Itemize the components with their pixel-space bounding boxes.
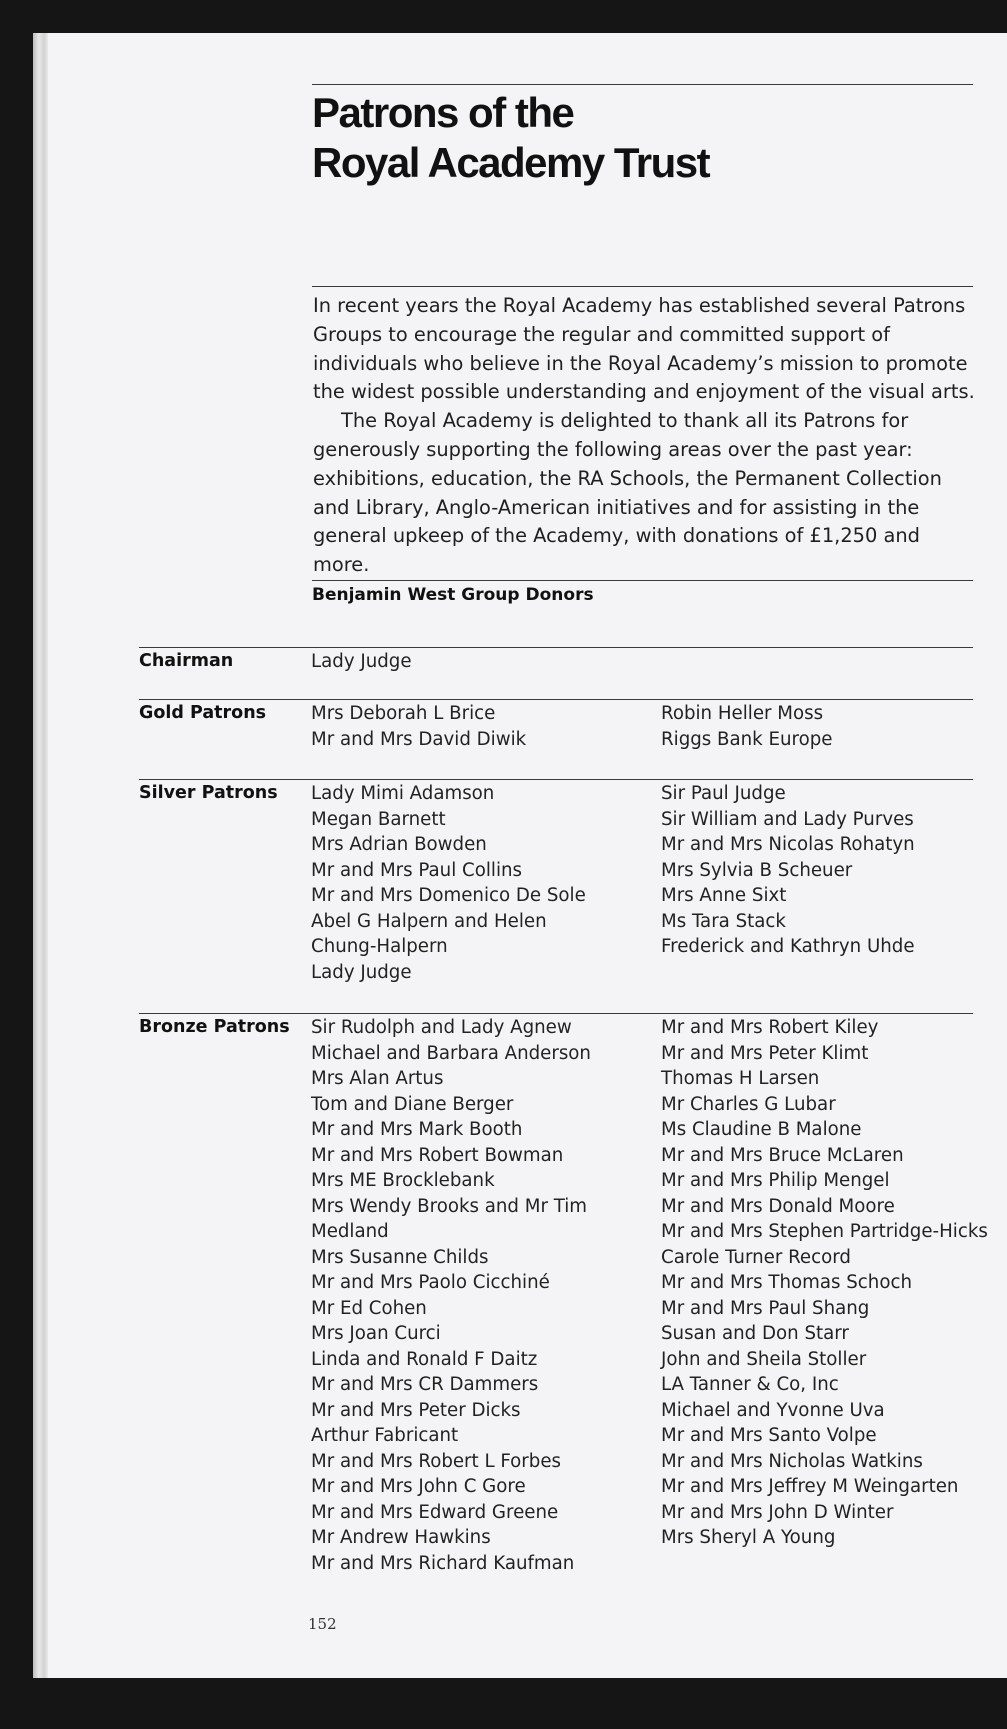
patron-name: Frederick and Kathryn Uhde bbox=[661, 936, 915, 957]
patron-name: Linda and Ronald F Daitz bbox=[311, 1348, 538, 1370]
patron-name: Mrs Adrian Bowden bbox=[311, 834, 487, 855]
bronze-rule bbox=[139, 1013, 973, 1014]
patron-name: Mr and Mrs Bruce McLaren bbox=[661, 1144, 904, 1166]
patron-name: Mr and Mrs Paul Collins bbox=[311, 859, 523, 881]
patron-name: Mr and Mrs John C Gore bbox=[311, 1476, 526, 1497]
title-top-rule bbox=[312, 84, 973, 85]
patron-name: Sir Rudolph and Lady Agnew bbox=[311, 1017, 572, 1038]
patron-name: Mr and Mrs Stephen Partridge-Hicks bbox=[661, 1221, 988, 1242]
patron-name: Lady Judge bbox=[311, 961, 412, 983]
patron-name: Michael and Yvonne Uva bbox=[661, 1399, 885, 1421]
patron-name: Mr and Mrs Nicolas Rohatyn bbox=[661, 834, 915, 855]
patron-name: Sir William and Lady Purves bbox=[661, 808, 914, 830]
intro-paragraph-2: The Royal Academy is delighted to thank all its Patrons for generously supporting the following areas over the past year: exhibitions, education, the RA Schools, the Permanent Collection and Library, Anglo-American initiatives and for assisting in the general upkeep of the Academy, with donations of £1,250 and more. bbox=[313, 409, 942, 577]
patron-name: Mr and Mrs Edward Greene bbox=[311, 1501, 559, 1523]
bronze-patrons-list-1 bbox=[311, 1015, 591, 1576]
title-line-1: Patrons of the bbox=[312, 89, 574, 136]
patron-name: Mr and Mrs Philip Mengel bbox=[661, 1170, 890, 1191]
patron-name: Mr and Mrs David Diwik bbox=[311, 728, 527, 750]
patron-name: Mr and Mrs Nicholas Watkins bbox=[661, 1450, 923, 1472]
patron-name: Mr and Mrs John D Winter bbox=[661, 1501, 894, 1523]
intro-top-rule bbox=[312, 286, 973, 287]
patron-name: Mr and Mrs Donald Moore bbox=[661, 1195, 895, 1217]
gold-rule bbox=[139, 699, 973, 700]
silver-patrons-list-2 bbox=[661, 781, 915, 960]
patron-name: Mrs Deborah L Brice bbox=[311, 703, 496, 724]
patron-name: Abel G Halpern and Helen bbox=[311, 910, 547, 932]
patron-name: Tom and Diane Berger bbox=[311, 1093, 514, 1115]
patron-name: Mr Charles G Lubar bbox=[661, 1093, 836, 1115]
patron-name: Mr and Mrs Santo Volpe bbox=[661, 1425, 877, 1446]
title-line-2: Royal Academy Trust bbox=[312, 139, 710, 186]
patron-name: Mr Ed Cohen bbox=[311, 1297, 427, 1319]
patron-name: Mr Andrew Hawkins bbox=[311, 1527, 491, 1548]
patron-name: Carole Turner Record bbox=[661, 1246, 851, 1268]
patron-name: Mr and Mrs Thomas Schoch bbox=[661, 1272, 912, 1293]
patron-name: Mrs Sheryl A Young bbox=[661, 1527, 836, 1548]
patron-name: LA Tanner & Co, Inc bbox=[661, 1374, 839, 1395]
patron-name: Mrs Anne Sixt bbox=[661, 885, 787, 906]
chairman-rule bbox=[139, 647, 973, 648]
gold-patrons-list-1 bbox=[311, 701, 526, 752]
patron-name: Mrs Susanne Childs bbox=[311, 1246, 489, 1268]
document-page bbox=[48, 33, 1007, 1678]
group-top-rule bbox=[312, 580, 973, 581]
patron-name: Chung-Halpern bbox=[311, 936, 448, 957]
silver-patrons-list-1 bbox=[311, 781, 586, 985]
section-label-bronze: Bronze Patrons bbox=[139, 1017, 290, 1037]
patron-name: Mr and Mrs Paolo Cicchiné bbox=[311, 1272, 550, 1293]
group-heading: Benjamin West Group Donors bbox=[312, 585, 594, 605]
patron-name: Mr and Mrs CR Dammers bbox=[311, 1374, 539, 1395]
patron-name: Medland bbox=[311, 1221, 389, 1242]
patron-name: Mr and Mrs Jeffrey M Weingarten bbox=[661, 1476, 959, 1497]
patron-name: Lady Mimi Adamson bbox=[311, 783, 495, 804]
patron-name: Mr and Mrs Robert Kiley bbox=[661, 1017, 879, 1038]
patron-name: Mrs Joan Curci bbox=[311, 1323, 441, 1344]
patron-name: Mr and Mrs Paul Shang bbox=[661, 1297, 870, 1319]
page-edge bbox=[33, 33, 49, 1678]
patron-name: Mr and Mrs Mark Booth bbox=[311, 1119, 523, 1140]
patron-name: Michael and Barbara Anderson bbox=[311, 1042, 591, 1064]
section-label-chairman: Chairman bbox=[139, 651, 234, 671]
patron-name: Susan and Don Starr bbox=[661, 1323, 849, 1344]
page-number: 152 bbox=[308, 1615, 337, 1633]
gold-patrons-list-2 bbox=[661, 701, 832, 752]
patron-name: Thomas H Larsen bbox=[661, 1068, 820, 1089]
patron-name: Mr and Mrs Peter Dicks bbox=[311, 1399, 521, 1421]
patron-name: Lady Judge bbox=[311, 651, 412, 672]
patron-name: Mr and Mrs Robert Bowman bbox=[311, 1144, 564, 1166]
patron-name: Mrs Sylvia B Scheuer bbox=[661, 859, 853, 881]
patron-name: Mr and Mrs Robert L Forbes bbox=[311, 1450, 561, 1472]
patron-name: Mrs Wendy Brooks and Mr Tim bbox=[311, 1195, 588, 1217]
patron-name: Mr and Mrs Richard Kaufman bbox=[311, 1552, 575, 1574]
section-label-silver: Silver Patrons bbox=[139, 783, 278, 803]
patron-name: Megan Barnett bbox=[311, 808, 446, 830]
page-title bbox=[312, 88, 709, 188]
patron-name: Robin Heller Moss bbox=[661, 703, 824, 724]
patron-name: Mrs ME Brocklebank bbox=[311, 1170, 495, 1191]
patron-name: Ms Claudine B Malone bbox=[661, 1119, 862, 1140]
chairman-list bbox=[311, 649, 412, 675]
silver-rule bbox=[139, 779, 973, 780]
patron-name: Mrs Alan Artus bbox=[311, 1068, 444, 1089]
patron-name: Arthur Fabricant bbox=[311, 1425, 459, 1446]
bronze-patrons-list-2 bbox=[661, 1015, 988, 1551]
patron-name: Mr and Mrs Peter Klimt bbox=[661, 1042, 869, 1064]
intro-text bbox=[313, 292, 981, 580]
patron-name: John and Sheila Stoller bbox=[661, 1348, 867, 1370]
patron-name: Mr and Mrs Domenico De Sole bbox=[311, 885, 586, 906]
patron-name: Ms Tara Stack bbox=[661, 910, 786, 932]
intro-paragraph-1: In recent years the Royal Academy has established several Patrons Groups to encourage the regular and committed support of individuals who believe in the Royal Academy’s mission to promote the widest possible understanding and enjoyment of the visual arts. bbox=[313, 294, 975, 404]
patron-name: Riggs Bank Europe bbox=[661, 728, 833, 750]
patron-name: Sir Paul Judge bbox=[661, 783, 786, 804]
section-label-gold: Gold Patrons bbox=[139, 703, 267, 723]
